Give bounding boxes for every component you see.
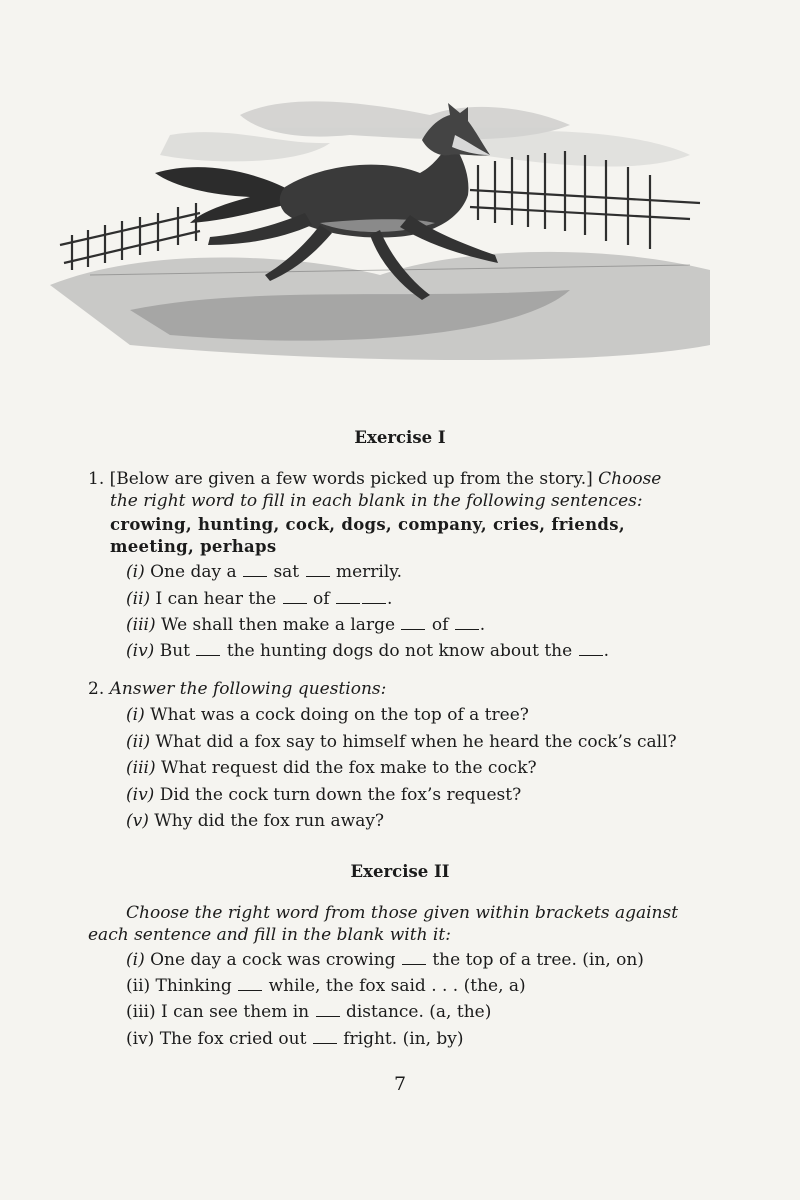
blank-line [306, 563, 330, 577]
item-number: (ii) [126, 589, 151, 609]
exercise-2-title: Exercise II [350, 862, 450, 881]
item-text: fright. (in, by) [343, 1029, 464, 1049]
item-text: Thinking [155, 976, 232, 996]
blank-line [283, 590, 307, 604]
question-2-instruction [88, 678, 386, 700]
item-text: I can see them in [160, 1002, 310, 1022]
item-number: (i) [126, 705, 145, 725]
fill-item [126, 1028, 464, 1050]
question-item [126, 810, 384, 832]
question-item [126, 704, 529, 726]
question-number: 2. [88, 679, 105, 699]
blank-line [402, 951, 426, 965]
ground [50, 252, 710, 360]
exercise-2-instruction-cont: each sentence and fill in the blank with it: [88, 925, 451, 945]
item-number: (ii) [126, 732, 151, 752]
item-text: the hunting dogs do not know about the [226, 641, 573, 661]
item-text: sat [273, 562, 300, 582]
fence-right [470, 151, 700, 249]
blank-line [362, 590, 386, 604]
item-number: (iv) [126, 1029, 155, 1049]
blank-line [316, 1003, 340, 1017]
question-1-instruction-cont: the right word to fill in each blank in the following sentences: [110, 491, 643, 511]
item-text: But [159, 641, 190, 661]
item-text: while, the fox said . . . (the, a) [268, 976, 526, 996]
item-text: . [386, 589, 393, 609]
item-text: the top of a tree. (in, on) [432, 950, 644, 970]
item-number: (iv) [126, 641, 155, 661]
word-list-line-1: crowing, hunting, cock, dogs, company, cries, friends, [110, 515, 625, 534]
item-number: (iii) [126, 1002, 156, 1022]
item-text: of [431, 615, 449, 635]
question-item [126, 784, 521, 806]
item-number: (i) [126, 562, 145, 582]
fill-item [126, 949, 644, 971]
item-text: Did the cock turn down the fox’s request? [159, 785, 522, 805]
item-number: (iv) [126, 785, 155, 805]
item-text: merrily. [335, 562, 403, 582]
blank-line [455, 616, 479, 630]
item-text: . [479, 615, 486, 635]
word-list-line-2: meeting, perhaps [110, 537, 277, 556]
item-text: of [313, 589, 330, 609]
question-item [126, 731, 677, 753]
item-text: One day a [150, 562, 237, 582]
fill-item [126, 614, 485, 636]
page-number: 7 [393, 1073, 407, 1095]
fill-item [126, 640, 609, 662]
sky-clouds [160, 101, 690, 166]
blank-line [196, 642, 220, 656]
fill-item [126, 975, 526, 997]
item-number: (v) [126, 811, 149, 831]
item-number: (iii) [126, 758, 156, 778]
blank-line [401, 616, 425, 630]
question-1-instruction [88, 468, 661, 490]
blank-line [579, 642, 603, 656]
item-text: What did a fox say to himself when he heard the cock’s call? [155, 732, 677, 752]
instruction-text: [Below are given a few words picked up from the story.] [109, 469, 593, 489]
fill-item [126, 561, 402, 583]
fill-item [126, 1001, 491, 1023]
item-text: What request did the fox make to the cock? [160, 758, 537, 778]
instruction-text: Answer the following questions: [109, 679, 387, 699]
blank-line [243, 563, 267, 577]
blank-line [336, 590, 360, 604]
blank-line [238, 977, 262, 991]
item-text: Why did the fox run away? [154, 811, 385, 831]
item-text: I can hear the [155, 589, 277, 609]
item-text: One day a cock was crowing [150, 950, 396, 970]
item-text: What was a cock doing on the top of a tree? [150, 705, 529, 725]
item-text: We shall then make a large [160, 615, 396, 635]
question-item [126, 757, 537, 779]
blank-line [313, 1030, 337, 1044]
exercise-2-instruction: Choose the right word from those given within brackets against [126, 903, 679, 923]
fill-item [126, 588, 392, 610]
item-text: The fox cried out [159, 1029, 307, 1049]
item-number: (iii) [126, 615, 156, 635]
item-text: . [603, 641, 610, 661]
question-number: 1. [88, 469, 105, 489]
instruction-italic: Choose [598, 469, 662, 489]
exercise-1-title: Exercise I [354, 428, 446, 447]
item-number: (ii) [126, 976, 151, 996]
item-text: distance. (a, the) [345, 1002, 492, 1022]
item-number: (i) [126, 950, 145, 970]
fox-illustration [50, 95, 720, 365]
